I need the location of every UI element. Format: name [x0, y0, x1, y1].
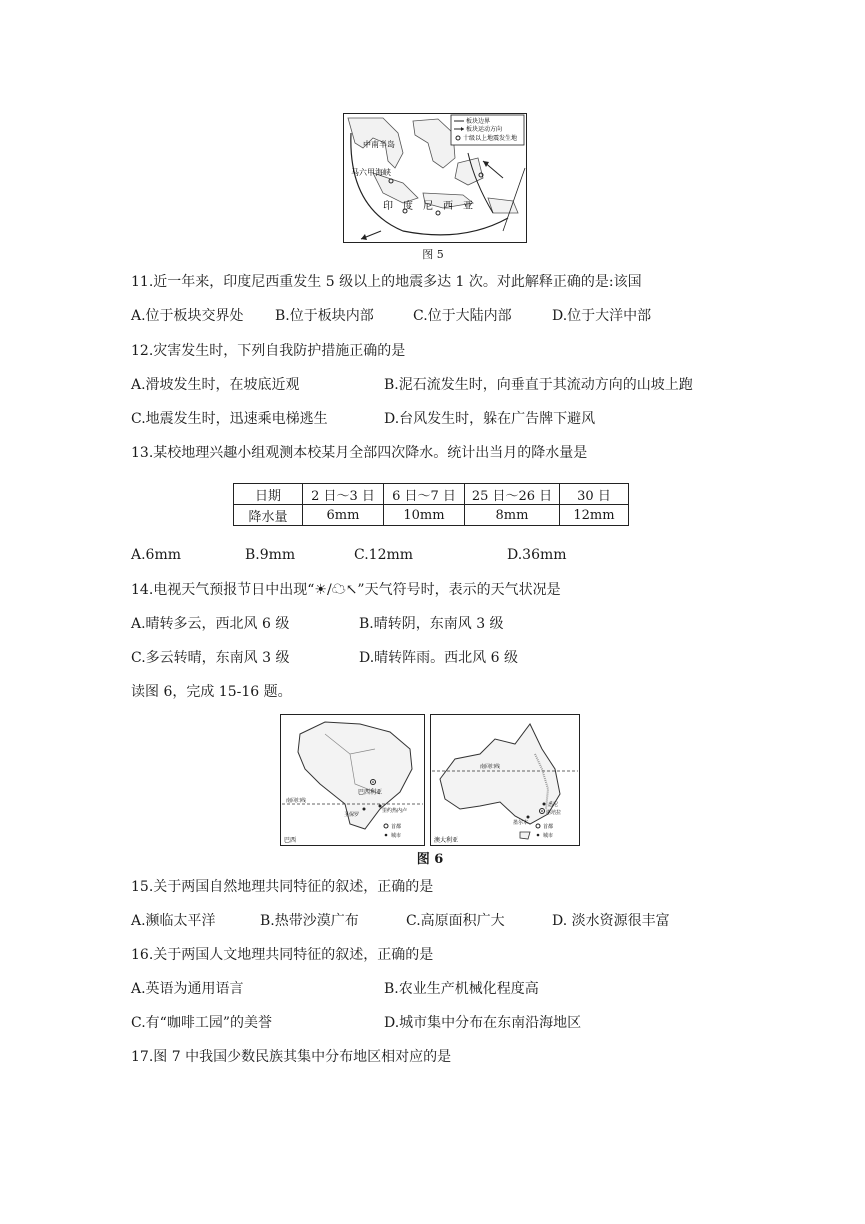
brazil-tropic-label: 南回归线: [286, 798, 307, 804]
brazil-city2-label: 里约热内卢: [382, 808, 408, 814]
brazil-australia-maps: [280, 714, 580, 846]
q13-option-d: D.36mm: [507, 547, 567, 563]
table-row: [234, 484, 629, 505]
q12-option-a: A.滑坡发生时，在坡底近观: [131, 377, 300, 393]
australia-tropic-label: 南回归线: [480, 764, 501, 770]
read-fig6-instruction: 读图 6，完成 15-16 题。: [131, 684, 292, 700]
table-header-cell: 25 日～26 日: [465, 484, 560, 505]
table-cell: 降水量: [234, 505, 303, 526]
brazil-capital-label: 巴西利亚: [358, 789, 383, 796]
q11-stem: 11.近一年来，印度尼西重发生 5 级以上的地震多达 1 次。对此解释正确的是:该国: [131, 274, 642, 290]
australia-capital-label: 堪培拉: [546, 810, 562, 816]
q14-stem: 14.电视天气预报节日中出现“☀/☁↖”天气符号时，表示的天气状况是: [131, 582, 561, 598]
q11-option-c: C.位于大陆内部: [413, 308, 512, 324]
q15-option-d: D. 淡水资源很丰富: [552, 913, 670, 929]
q11-option-d: D.位于大洋中部: [552, 308, 652, 324]
label-strait: 马六甲海峡: [351, 168, 391, 177]
figure-6-caption: 图 6: [416, 852, 444, 867]
q12-option-d: D.台风发生时，躲在广告牌下避风: [384, 411, 596, 427]
q12-option-b: B.泥石流发生时，向垂直于其流动方向的山坡上跑: [384, 377, 693, 393]
q15-stem: 15.关于两国自然地理共同特征的叙述，正确的是: [131, 879, 434, 895]
q12-stem: 12.灾害发生时，下列自我防护措施正确的是: [131, 343, 406, 359]
brazil-legend-city: 城市: [391, 833, 402, 839]
q12-option-c: C.地震发生时，迅速乘电梯逃生: [131, 411, 328, 427]
q13-option-a: A.6mm: [131, 547, 182, 563]
legend-plate-boundary: 板块边界: [466, 118, 491, 125]
q14-option-c: C.多云转晴，东南风 3 级: [131, 650, 290, 666]
southeast-asia-map: [343, 113, 527, 243]
table-cell: 10mm: [384, 505, 465, 526]
australia-city1-label: 悉尼: [548, 802, 559, 808]
q15-option-b: B.热带沙漠广布: [260, 913, 359, 929]
q15-option-a: A.濒临太平洋: [131, 913, 216, 929]
table-header-cell: 2 日～3 日: [303, 484, 384, 505]
table-row: [234, 505, 629, 526]
brazil-legend-capital: 首都: [391, 824, 402, 830]
australia-city2-label: 墨尔本: [513, 820, 529, 826]
q13-option-c: C.12mm: [354, 547, 414, 563]
q16-option-c: C.有“咖啡工园”的美誉: [131, 1015, 272, 1031]
label-peninsula: 中南半岛: [363, 140, 395, 149]
table-cell: 6mm: [303, 505, 384, 526]
australia-legend-city: 城市: [543, 833, 554, 839]
table-cell: 8mm: [465, 505, 560, 526]
brazil-name-label: 巴西: [284, 837, 297, 844]
q14-option-d: D.晴转阵雨。西北风 6 级: [359, 650, 518, 666]
legend-plate-motion: 板块运动方向: [466, 126, 503, 133]
q13-stem: 13.某校地理兴趣小组观测本校某月全部四次降水。统计出当月的降水量是: [131, 445, 588, 461]
q13-option-b: B.9mm: [245, 547, 296, 563]
q16-option-b: B.农业生产机械化程度高: [384, 981, 539, 997]
legend-quake-site: 十级以上地震发生地: [463, 135, 518, 142]
rainfall-table: [233, 483, 629, 526]
label-indonesia: 印 度 尼 西 亚: [383, 201, 473, 212]
australia-name-label: 澳大利亚: [434, 837, 459, 844]
table-header-cell: 日期: [234, 484, 303, 505]
q16-option-a: A.英语为通用语言: [131, 981, 244, 997]
q16-stem: 16.关于两国人文地理共同特征的叙述，正确的是: [131, 947, 434, 963]
q16-option-d: D.城市集中分布在东南沿海地区: [384, 1015, 582, 1031]
q14-option-b: B.晴转阴，东南风 3 级: [359, 616, 504, 632]
q14-option-a: A.晴转多云，西北风 6 级: [131, 616, 290, 632]
figure-5: [343, 113, 527, 243]
figure-5-caption: 图 5: [422, 248, 444, 261]
table-cell: 12mm: [560, 505, 629, 526]
table-header-cell: 30 日: [560, 484, 629, 505]
table-header-cell: 6 日～7 日: [384, 484, 465, 505]
brazil-city1-label: 圣保罗: [344, 812, 360, 818]
q11-option-a: A.位于板块交界处: [131, 308, 244, 324]
q11-option-b: B.位于板块内部: [275, 308, 374, 324]
q17-stem: 17.图 7 中我国少数民族其集中分布地区相对应的是: [131, 1049, 452, 1065]
figure-6: [280, 714, 580, 846]
australia-legend-capital: 首都: [543, 824, 554, 830]
q15-option-c: C.高原面积广大: [406, 913, 505, 929]
